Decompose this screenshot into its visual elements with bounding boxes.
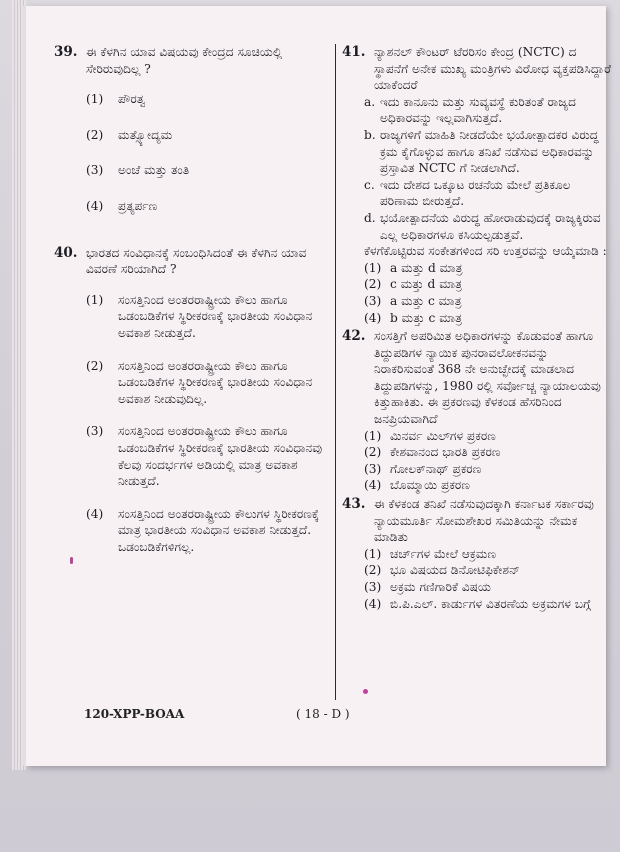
question-text: ಭಾರತದ ಸಂವಿಧಾನಕ್ಕೆ ಸಂಬಂಧಿಸಿದಂತೆ ಈ ಕೆಳಗಿನ ಯಾವ ವಿವರಣೆ ಸರಿಯಾಗಿದೆ ? — [86, 245, 307, 277]
option-number: (3) — [86, 163, 104, 178]
option — [86, 198, 332, 215]
option-number: (4) — [364, 596, 382, 611]
option-text: a ಮತ್ತು d ಮಾತ್ರ — [390, 260, 463, 275]
option — [364, 310, 612, 327]
question-39 — [54, 44, 332, 77]
statement-text: ಇದು ಕಾನೂನು ಮತ್ತು ಸುವ್ಯವಸ್ಥೆ ಕುರಿತಂತೆ ರಾಜ್ಯದ ಅಧಿಕಾರವನ್ನು ಇಲ್ಲವಾಗಿಸುತ್ತದೆ. — [380, 94, 576, 126]
right-column — [342, 44, 612, 612]
option-text: ಅಕ್ರಮ ಗಣಿಗಾರಿಕೆ ವಿಷಯ — [390, 580, 492, 594]
question-text: ಈ ಕೆಳಗಿನ ಯಾವ ವಿಷಯವು ಕೇಂದ್ರದ ಸೂಚಿಯಲ್ಲಿ ಸೇರಿರುವುದಿಲ್ಲ ? — [86, 45, 283, 76]
statement-text: ರಾಜ್ಯಗಳಿಗೆ ಮಾಹಿತಿ ನೀಡದೆಯೇ ಭಯೋತ್ಪಾದಕರ ವಿರುದ್ಧ ಕ್ರಮ ಕೈಗೊಳ್ಳುವ ಹಾಗೂ ತನಿಖೆ ನಡೆಸುವ ಅಧಿಕಾರವನ್ನು ಪ್ರಸ್ತಾವಿತ NCTC ಗೆ ನೀಡಲಾಗಿದೆ. — [380, 127, 599, 176]
option-text: ಚರ್ಚ್‌ಗಳ ಮೇಲೆ ಆಕ್ರಮಣ — [390, 546, 497, 561]
statement — [364, 210, 612, 243]
option-text: ಮತ್ಸ್ಯೋದ್ಯಮ — [118, 127, 173, 142]
option-text: c ಮತ್ತು d ಮಾತ್ರ — [390, 277, 463, 292]
option — [86, 127, 332, 144]
q42-options — [342, 428, 612, 494]
option — [86, 292, 332, 342]
q41-statements — [342, 94, 612, 243]
option — [86, 91, 332, 108]
option-text: ಅಂಚೆ ಮತ್ತು ತಂತಿ — [118, 163, 190, 178]
option — [364, 596, 612, 613]
option-number: (2) — [364, 445, 382, 460]
option-text: ಬಿ.ಪಿ.ಎಲ್. ಕಾರ್ಡುಗಳ ವಿತರಣೆಯ ಅಕ್ರಮಗಳ ಬಗ್ಗೆ — [390, 596, 591, 611]
statement — [364, 127, 612, 177]
question-40 — [54, 245, 332, 278]
question-text: ನ್ಯಾಶನಲ್ ಕೌಂಟರ್ ಟೆರರಿಸಂ ಕೇಂದ್ರ (NCTC) ದ ಸ್ಥಾಪನೆಗೆ ಅನೇಕ ಮುಖ್ಯ ಮಂತ್ರಿಗಳು ವಿರೋಧ ವ್ಯಕ್ತಪಡಿಸಿದ್ದಾರೆ ಯಾಕೆಂದರೆ — [374, 45, 612, 93]
pen-tick-mark — [70, 557, 73, 564]
question-number: 42. — [342, 328, 366, 345]
statement-label: c. — [364, 177, 375, 192]
option-number: (4) — [86, 198, 104, 213]
option-number: (3) — [86, 424, 104, 439]
option-number: (3) — [364, 293, 382, 308]
page-edge-stack — [12, 0, 26, 770]
pen-dot-mark — [363, 689, 368, 694]
option — [86, 423, 332, 489]
option-number: (4) — [364, 310, 382, 325]
q43-options — [342, 546, 612, 612]
option-text: ಸಂಸತ್ತಿನಿಂದ ಅಂತರರಾಷ್ಟ್ರೀಯ ಕೌಲು ಹಾಗೂ ಒಡಂಬಡಿಕೆಗಳ ಸ್ಥಿರೀಕರಣಕ್ಕೆ ಭಾರತೀಯ ಸಂವಿಧಾನ ಅವಕಾಶ ನೀಡುವುದಿಲ್ಲ. — [118, 358, 313, 406]
question-41 — [342, 44, 612, 94]
option — [364, 562, 612, 579]
question-43 — [342, 496, 612, 546]
left-column — [54, 44, 332, 555]
option-number: (1) — [364, 546, 382, 561]
option-number: (3) — [364, 461, 382, 476]
option-number: (3) — [364, 580, 382, 594]
option — [364, 546, 612, 563]
statement-text: ಭಯೋತ್ಪಾದನೆಯ ವಿರುದ್ಧ ಹೋರಾಡುವುದಕ್ಕೆ ರಾಜ್ಯಕ್ಕಿರುವ ಎಲ್ಲ ಅಧಿಕಾರಗಳೂ ಕಸಿಯಲ್ಪಡುತ್ತವೆ. — [380, 210, 601, 242]
question-number: 41. — [342, 44, 366, 60]
option-text: ಗೋಲಕ್‌ನಾಥ್ ಪ್ರಕರಣ — [390, 461, 482, 476]
option-number: (2) — [86, 358, 104, 373]
option-text: ಭೂ ವಿಷಯದ ಡಿನೋಟಿಫಿಕೇಶನ್ — [390, 563, 520, 578]
q41-options — [342, 260, 612, 326]
booklet-code: 120-XPP-BOAA — [84, 707, 185, 721]
option-text: a ಮತ್ತು c ಮಾತ್ರ — [390, 293, 462, 308]
option-number: (2) — [86, 127, 104, 142]
question-number: 39. — [54, 44, 78, 60]
q41-instruction: ಕೆಳಗೆಕೊಟ್ಟಿರುವ ಸಂಕೇತಗಳಿಂದ ಸರಿ ಉತ್ತರವನ್ನು ಆಯ್ಕೆಮಾಡಿ : — [364, 244, 607, 259]
option — [364, 293, 612, 310]
option-number: (1) — [86, 92, 104, 107]
statement — [364, 94, 612, 127]
option-number: (2) — [364, 563, 382, 578]
column-divider — [335, 44, 336, 700]
option-text: ಪ್ರತ್ಯರ್ಪಣ — [118, 198, 158, 213]
option — [364, 260, 612, 277]
q40-options — [54, 292, 332, 556]
question-42 — [342, 328, 612, 428]
question-number: 43. — [342, 496, 366, 513]
option — [364, 428, 612, 445]
option-text: ಬೊಮ್ಮಾಯಿ ಪ್ರಕರಣ — [390, 478, 471, 493]
option — [364, 461, 612, 478]
option-text: ಸಂಸತ್ತಿನಿಂದ ಅಂತರರಾಷ್ಟ್ರೀಯ ಕೌಲು ಹಾಗೂ ಒಡಂಬಡಿಕೆಗಳ ಸ್ಥಿರೀಕರಣಕ್ಕೆ ಭಾರತೀಯ ಸಂವಿಧಾನ ಅವಕಾಶ ನೀಡುತ್ತದೆ. — [118, 292, 313, 340]
option — [364, 444, 612, 461]
statement-label: b. — [364, 127, 376, 142]
question-text: ಈ ಕೆಳಕಂಡ ತನಿಖೆ ನಡೆಸುವುದಕ್ಕಾಗಿ ಕರ್ನಾಟಕ ಸರ್ಕಾರವು ನ್ಯಾಯಮೂರ್ತಿ ಸೋಮಶೇಖರ ಸಮಿತಿಯನ್ನು ನೇಮಕ ಮಾಡಿತು — [374, 497, 594, 545]
option — [364, 477, 612, 494]
option-number: (1) — [364, 428, 382, 443]
page-number: ( 18 - D ) — [296, 707, 350, 721]
option — [364, 579, 612, 596]
q39-options — [54, 91, 332, 214]
option-text: ಸಂಸತ್ತಿನಿಂದ ಅಂತರರಾಷ್ಟ್ರೀಯ ಕೌಲು ಹಾಗೂ ಒಡಂಬಡಿಕೆಗಳ ಸ್ಥಿರೀಕರಣಕ್ಕೆ ಭಾರತೀಯ ಸಂವಿಧಾನವು ಕೆಲವು ಸಂದರ್ಭಗಳ ಅಡಿಯಲ್ಲಿ ಮಾತ್ರ ಅವಕಾಶ ನೀಡುತ್ತದೆ. — [118, 424, 323, 489]
option-number: (1) — [86, 292, 104, 307]
question-text: ಸಂಸತ್ತಿಗೆ ಅಪರಿಮಿತ ಅಧಿಕಾರಗಳನ್ನು ಕೊಡುವಂತೆ ಹಾಗೂ ತಿದ್ದುಪಡಿಗಳ ನ್ಯಾಯಿಕ ಪುನರಾವಲೋಕನವನ್ನು ನಿರಾಕರಿಸುವಂತೆ 368 ನೇ ಅನುಚ್ಛೇದಕ್ಕೆ ಮಾಡಲಾದ ತಿದ್ದುಪಡಿಗಳನ್ನು, 1980 ರಲ್ಲಿ ಸರ್ವೋಚ್ಚ ನ್ಯಾಯಾಲಯವು ಕಿತ್ತುಹಾಕಿತು. ಈ ಪ್ರಕರಣವು ಕೆಳಕಂಡ ಹೆಸರಿನಿಂದ ಜನಪ್ರಿಯವಾಗಿದೆ — [374, 329, 601, 427]
statement — [364, 177, 612, 210]
question-number: 40. — [54, 244, 78, 261]
option — [86, 358, 332, 408]
option — [86, 506, 332, 556]
option-number: (4) — [364, 478, 382, 493]
statement-label: d. — [364, 210, 376, 225]
statement-label: a. — [364, 94, 376, 109]
option-text: b ಮತ್ತು c ಮಾತ್ರ — [390, 310, 463, 325]
statement-text: ಇದು ದೇಶದ ಒಕ್ಕೂಟ ರಚನೆಯ ಮೇಲೆ ಪ್ರತಿಕೂಲ ಪರಿಣಾಮ ಬೀರುತ್ತದೆ. — [380, 177, 571, 209]
option — [86, 162, 332, 179]
option-text: ಪೌರತ್ವ — [118, 92, 146, 107]
option-text: ಸಂಸತ್ತಿನಿಂದ ಅಂತರರಾಷ್ಟ್ರೀಯ ಕೌಲುಗಳ ಸ್ಥಿರೀಕರಣಕ್ಕೆ ಮಾತ್ರ ಭಾರತೀಯ ಸಂವಿಧಾನ ಅವಕಾಶ ನೀಡುತ್ತದೆ. ಒಡಂಬಡಿಕೆಗಳಿಗಲ್ಲ. — [118, 506, 320, 554]
option-number: (1) — [364, 260, 382, 275]
option-number: (4) — [86, 506, 104, 521]
option — [364, 276, 612, 293]
option-text: ಮಿನರ್ವ ಮಿಲ್‌ಗಳ ಪ್ರಕರಣ — [390, 428, 496, 443]
option-number: (2) — [364, 277, 382, 292]
option-text: ಕೇಶವಾನಂದ ಭಾರತಿ ಪ್ರಕರಣ — [390, 445, 501, 460]
